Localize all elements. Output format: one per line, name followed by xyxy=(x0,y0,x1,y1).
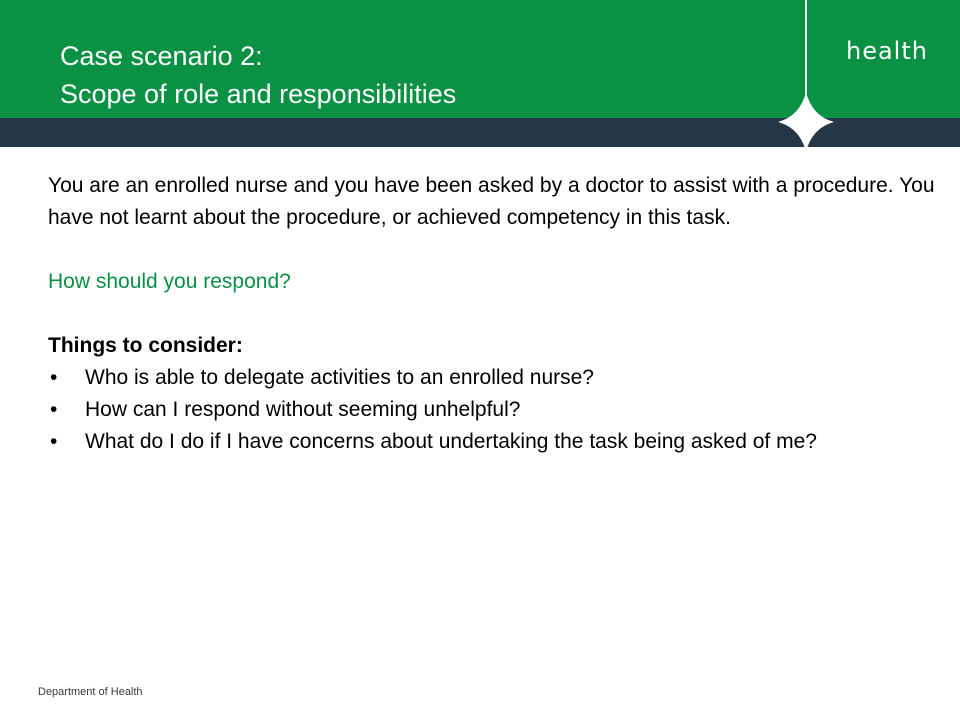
bullet-icon: • xyxy=(50,398,58,421)
consider-list xyxy=(48,362,938,458)
title-line-2: Scope of role and responsibilities xyxy=(60,79,457,109)
bullet-icon: • xyxy=(50,430,58,453)
slide-body xyxy=(48,170,938,458)
title-line-1: Case scenario 2: xyxy=(60,41,263,71)
question-text: How should you respond? xyxy=(48,270,291,293)
list-item xyxy=(48,362,938,394)
slide-title xyxy=(60,37,456,113)
list-item-text: What do I do if I have concerns about undertaking the task being asked of me? xyxy=(85,430,817,453)
footer-department: Department of Health xyxy=(38,686,143,698)
list-item xyxy=(48,394,938,426)
bullet-icon: • xyxy=(50,366,58,389)
header-band xyxy=(0,118,960,147)
brand-logo-text: health xyxy=(846,37,928,65)
consider-heading: Things to consider: xyxy=(48,334,243,357)
scenario-paragraph: You are an enrolled nurse and you have been asked by a doctor to assist with a procedure. You have not learnt about the procedure, or achieved competency in this task. xyxy=(48,174,935,229)
list-item-text: How can I respond without seeming unhelpful? xyxy=(85,398,521,421)
list-item-text: Who is able to delegate activities to an enrolled nurse? xyxy=(85,366,594,389)
list-item xyxy=(48,426,938,458)
